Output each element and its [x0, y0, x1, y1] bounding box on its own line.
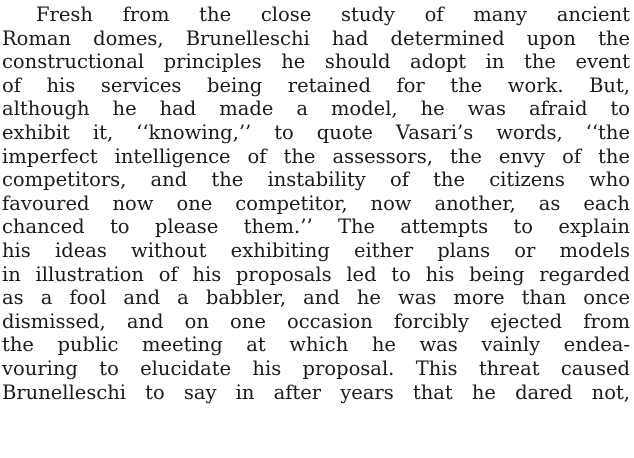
text-line: of his services being retained for the work. But, [2, 73, 630, 97]
text-line: his ideas without exhibiting either plans or models [2, 238, 630, 262]
text-line: Fresh from the close study of many ancient [36, 3, 630, 26]
text-line: although he had made a model, he was afraid to [2, 97, 630, 121]
text-line: the public meeting at which he was vainly endea- [2, 333, 630, 357]
text-line: favoured now one competitor, now another, as each [2, 191, 630, 215]
text-line: as a fool and a babbler, and he was more than once [2, 286, 630, 310]
text-line: exhibit it, ‘‘knowing,’’ to quote Vasari’s words, ‘‘the [2, 120, 630, 144]
text-line: vouring to elucidate his proposal. This threat caused [2, 356, 630, 380]
text-line: chanced to please them.’’ The attempts to explain [2, 215, 630, 239]
text-line: imperfect intelligence of the assessors, the envy of the [2, 144, 630, 168]
text-line: Roman domes, Brunelleschi had determined upon the [2, 26, 630, 50]
text-line: constructional principles he should adopt in the event [2, 50, 630, 74]
text-line: competitors, and the instability of the citizens who [2, 168, 630, 192]
text-line: in illustration of his proposals led to his being regarded [2, 262, 630, 286]
text-line: dismissed, and on one occasion forcibly ejected from [2, 309, 630, 333]
text-line: Brunelleschi to say in after years that he dared not, [2, 380, 630, 404]
